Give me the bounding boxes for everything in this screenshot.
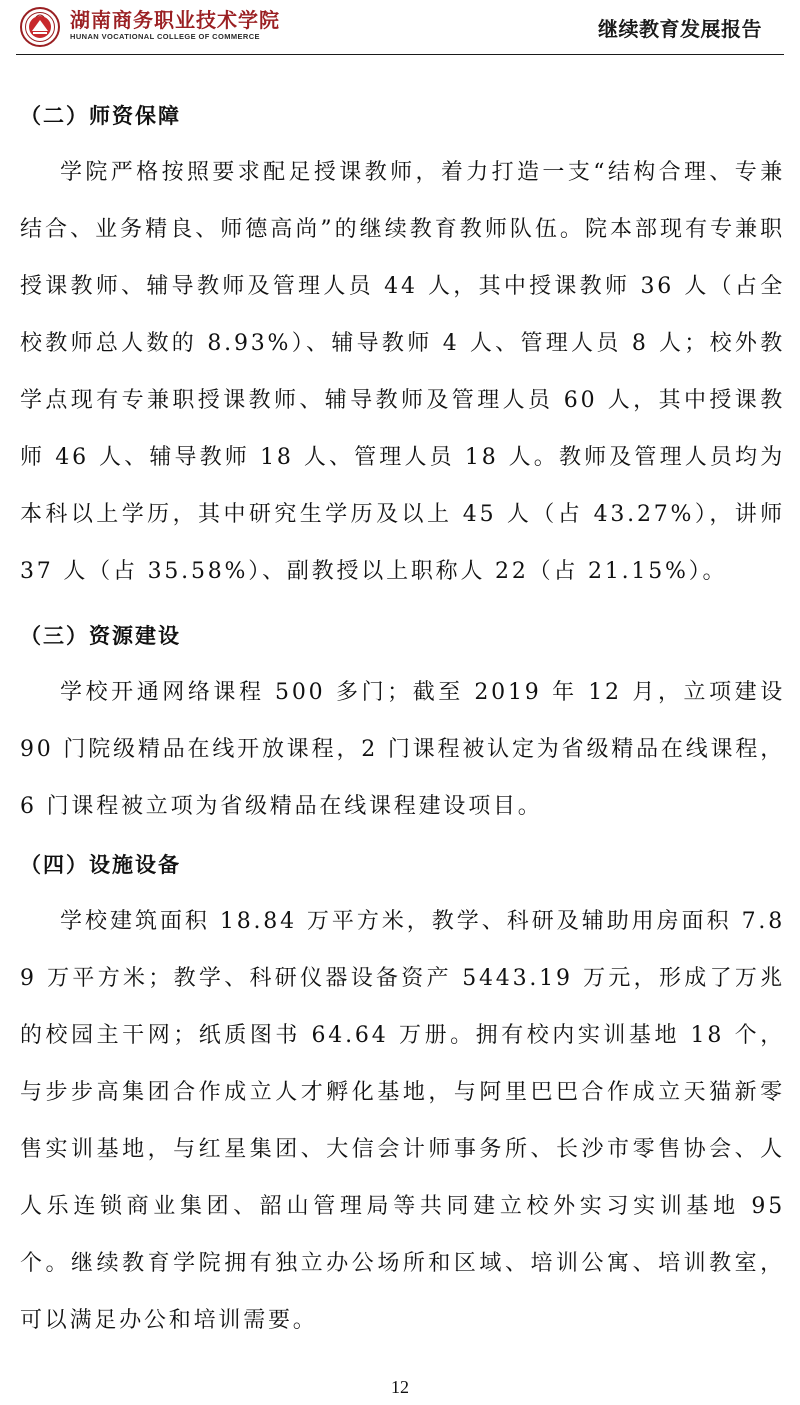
section-heading-facilities: （四）设施设备 (20, 853, 181, 877)
college-emblem-icon (20, 7, 60, 47)
college-name-en: HUNAN VOCATIONAL COLLEGE OF COMMERCE (70, 32, 260, 41)
college-logo (70, 8, 280, 42)
report-title: 继续教育发展报告 (598, 17, 762, 41)
paragraph-facilities: 学校建筑面积 18.84 万平方米，教学、科研及辅助用房面积 7.89 万平方米；教学、科研仪器设备资产 5443.19 万元，形成了万兆的校园主干网；纸质图书 64.64 万册。拥有校内实训基地 18 个，与步步高集团合作成立人才孵化基地，与阿里巴巴合作成立天猫新零售实训基地，与红星集团、大信会计师事务所、长沙市零售协会、人人乐连锁商业集团、韶山管理局等共同建立校外实习实训基地 95 个。继续教育学院拥有独立办公场所和区域、培训公寓、培训教室，可以满足办公和培训需要。 (20, 909, 785, 1333)
section-heading-faculty: （二）师资保障 (20, 104, 181, 128)
section-heading-resources: （三）资源建设 (20, 624, 181, 648)
paragraph-resources: 学校开通网络课程 500 多门；截至 2019 年 12 月，立项建设 90 门院级精品在线开放课程，2 门课程被认定为省级精品在线课程，6 门课程被立项为省级精品在线课程建设项目。 (20, 680, 785, 819)
page-header (16, 0, 784, 55)
page-number: 12 (391, 1377, 409, 1397)
college-name-cn: 湖南商务职业技术学院 (70, 8, 280, 32)
paragraph-faculty: 学院严格按照要求配足授课教师，着力打造一支“结构合理、专兼结合、业务精良、师德高尚”的继续教育教师队伍。院本部现有专兼职授课教师、辅导教师及管理人员 44 人，其中授课教师 36 人（占全校教师总人数的 8.93%）、辅导教师 4 人、管理人员 8 人；校外教学点现有专兼职授课教师、辅导教师及管理人员 60 人，其中授课教师 46 人、辅导教师 18 人、管理人员 18 人。教师及管理人员均为本科以上学历，其中研究生学历及以上 45 人（占 43.27%），讲师 37 人（占 35.58%）、副教授以上职称人 22（占 21.15%）。 (20, 160, 785, 584)
